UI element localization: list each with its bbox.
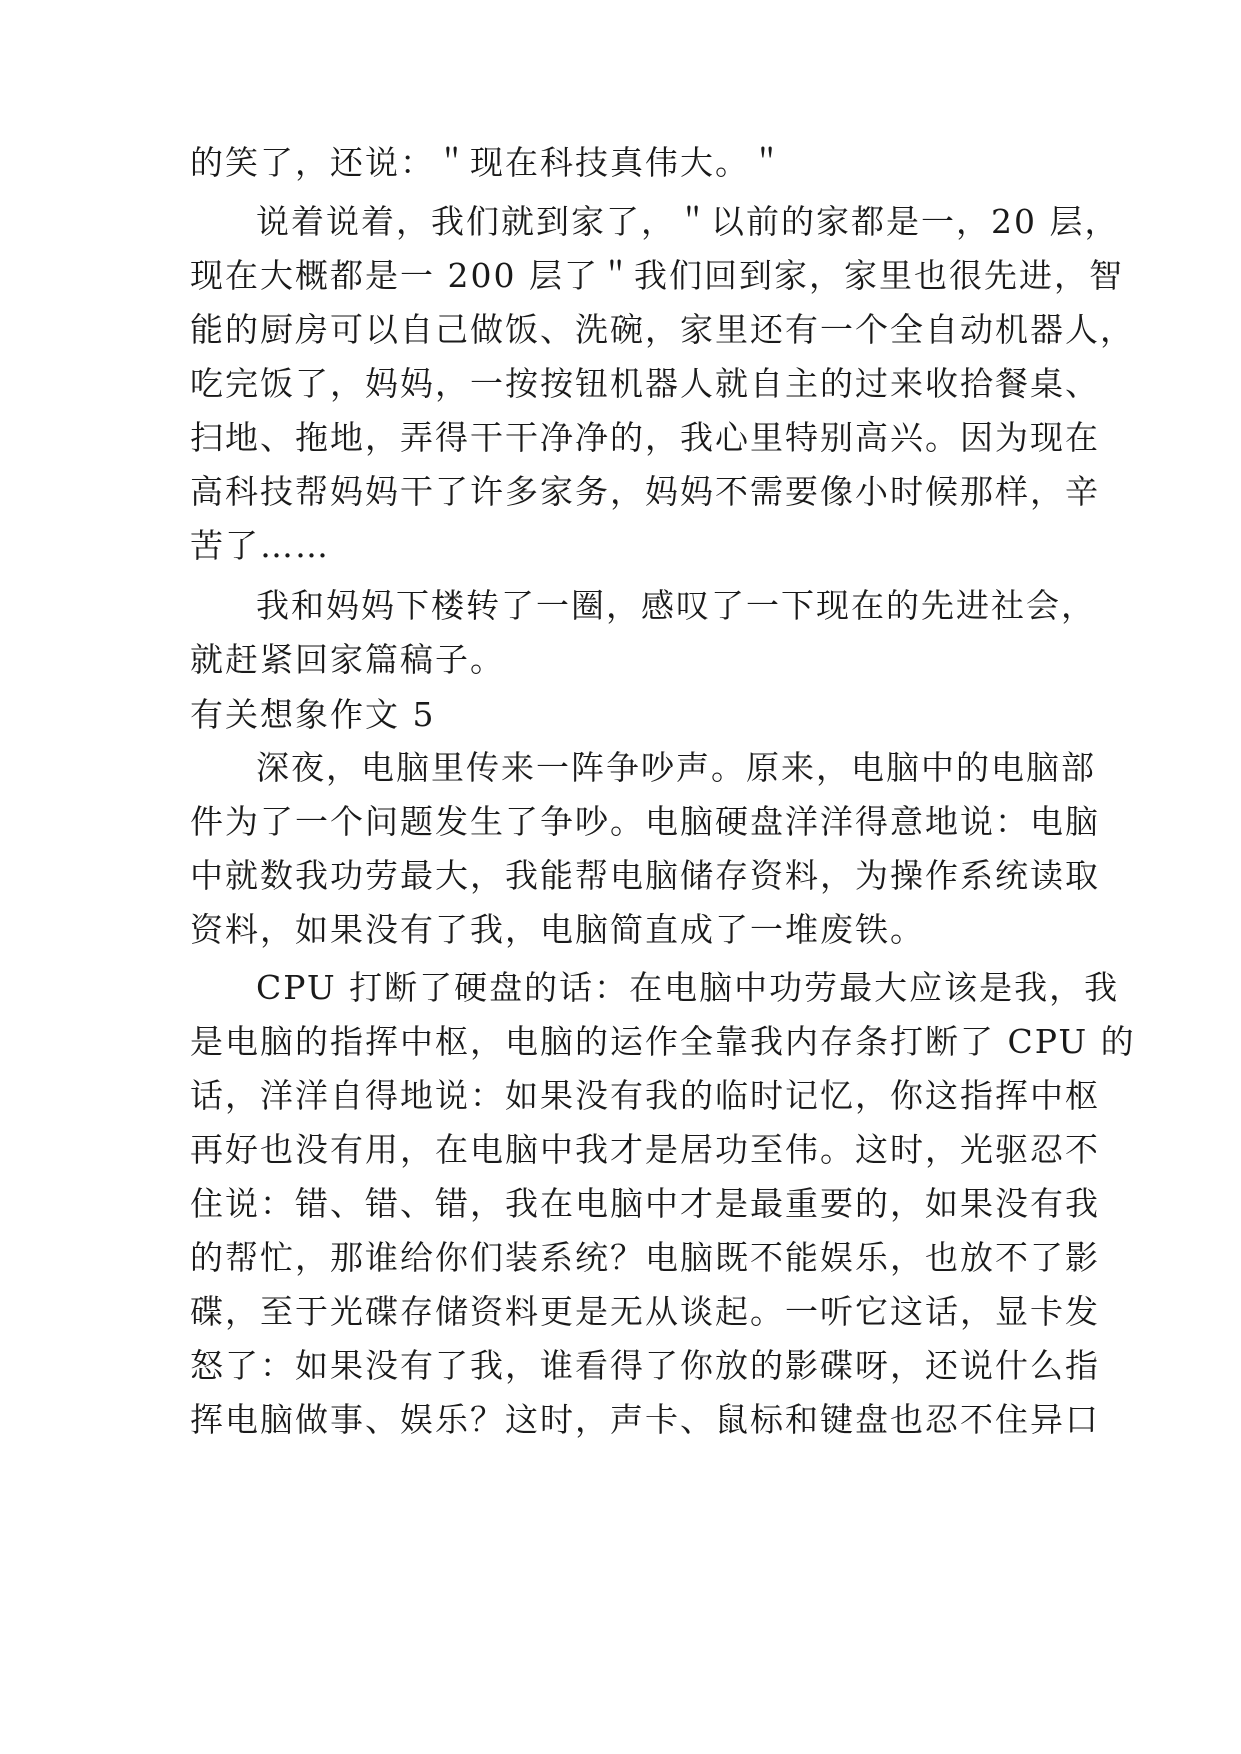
text-line: 资料，如果没有了我，电脑简直成了一堆废铁。 xyxy=(190,910,925,949)
text-line: 再好也没有用，在电脑中我才是居功至伟。这时，光驱忍不 xyxy=(190,1130,1100,1169)
text-line: 怒了：如果没有了我，谁看得了你放的影碟呀，还说什么指 xyxy=(190,1346,1100,1385)
text-line: 扫地、拖地，弄得干干净净的，我心里特别高兴。因为现在 xyxy=(190,418,1100,457)
text-line: 住说：错、错、错，我在电脑中才是最重要的，如果没有我 xyxy=(190,1184,1100,1223)
text-line: 就赶紧回家篇稿子。 xyxy=(190,640,505,679)
text-line: 能的厨房可以自己做饭、洗碗，家里还有一个全自动机器人， xyxy=(190,310,1135,349)
paragraph-start-line: CPU 打断了硬盘的话：在电脑中功劳最大应该是我，我 xyxy=(256,968,1120,1007)
paragraph-start-line: 说着说着，我们就到家了，＂以前的家都是一，20 层， xyxy=(256,202,1120,241)
text-line: 苦了…… xyxy=(190,526,330,565)
paragraph-start-line: 深夜，电脑里传来一阵争吵声。原来，电脑中的电脑部 xyxy=(256,748,1096,787)
text-line: 碟，至于光碟存储资料更是无从谈起。一听它这话，显卡发 xyxy=(190,1292,1100,1331)
paragraph-start-line: 我和妈妈下楼转了一圈，感叹了一下现在的先进社会， xyxy=(256,586,1096,625)
text-line: 中就数我功劳最大，我能帮电脑储存资料，为操作系统读取 xyxy=(190,856,1100,895)
text-line: 件为了一个问题发生了争吵。电脑硬盘洋洋得意地说：电脑 xyxy=(190,802,1100,841)
text-line: 是电脑的指挥中枢，电脑的运作全靠我内存条打断了 CPU 的 xyxy=(190,1022,1136,1061)
text-line: 话，洋洋自得地说：如果没有我的临时记忆，你这指挥中枢 xyxy=(190,1076,1100,1115)
text-line: 现在大概都是一 200 层了＂我们回到家，家里也很先进，智 xyxy=(190,256,1124,295)
text-line: 挥电脑做事、娱乐？这时，声卡、鼠标和键盘也忍不住异口 xyxy=(190,1400,1100,1439)
text-line: 的笑了，还说：＂现在科技真伟大。＂ xyxy=(190,143,785,182)
text-line: 高科技帮妈妈干了许多家务，妈妈不需要像小时候那样，辛 xyxy=(190,472,1100,511)
text-line: 的帮忙，那谁给你们装系统？电脑既不能娱乐，也放不了影 xyxy=(190,1238,1100,1277)
text-line: 吃完饭了，妈妈，一按按钮机器人就自主的过来收拾餐桌、 xyxy=(190,364,1100,403)
section-heading: 有关想象作文 5 xyxy=(190,695,436,734)
